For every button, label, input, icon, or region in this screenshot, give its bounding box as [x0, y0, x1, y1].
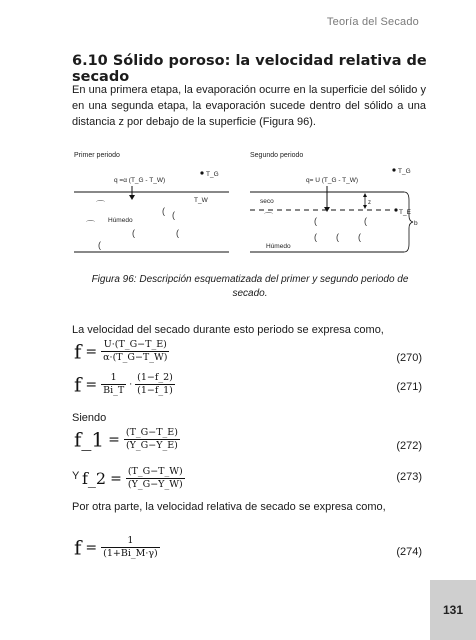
left-panel-title: Primer periodo	[74, 152, 120, 159]
equation-274: f = $\frac{1}{(1+Bi\_M\cdot\gamma)}$	[74, 535, 158, 560]
right-flux-label: q= U (T_G - T_W)	[306, 177, 359, 184]
left-pore: (	[132, 228, 135, 238]
left-flux-arrowhead	[129, 195, 135, 200]
right-tg-point	[392, 168, 395, 171]
equation-272: f_1 = $\frac{(T\_G-T\_E)}{(Y\_G-Y\_E)}$	[74, 427, 178, 452]
siendo-label: Siendo	[72, 412, 107, 424]
equation-270: f = $\frac{U\cdot(T\_G-T\_E)}{\alpha\cdot(T\_G-T\_W)}$	[74, 339, 168, 364]
equation-number-270: (270)	[396, 352, 422, 364]
paragraph-relative: Por otra parte, la velocidad relativa de secado se expresa como,	[72, 501, 386, 513]
left-pore: ⌒	[86, 220, 96, 230]
equation-number-272: (272)	[396, 440, 422, 452]
right-z-label: z	[368, 200, 371, 206]
figure-caption: Figura 96: Descripción esquematizada del primer y segundo periodo de secado.	[91, 274, 409, 299]
left-pore: ⌒	[96, 200, 106, 210]
section-title: 6.10 Sólido poroso: la velocidad relativa de secado	[72, 53, 427, 85]
right-pore: (	[336, 232, 339, 242]
eq270-denominator: α·(T_G−T_W)	[103, 352, 168, 363]
right-pore: (	[358, 232, 361, 242]
right-te-point	[394, 208, 397, 211]
left-tg-label: T_G	[206, 171, 219, 178]
paragraph-velocity: La velocidad del secado durante esto periodo se expresa como,	[72, 324, 384, 336]
right-zone-label: Húmedo	[266, 243, 291, 250]
left-tg-point	[200, 171, 203, 174]
right-z-arrowhead-top	[363, 193, 367, 197]
right-pore: (	[314, 232, 317, 242]
drying-figure	[74, 148, 420, 258]
left-flux-label: q =α (T_G - T_W)	[114, 177, 166, 184]
right-pore: ⌒	[264, 212, 274, 222]
eq272-lhs: f_1	[74, 427, 105, 452]
equation-273: f_2 = $\frac{(T\_G-T\_W)}{(Y\_G-Y\_W)}$	[82, 466, 183, 490]
eq271-lhs: f	[74, 372, 82, 397]
right-b-label: b	[414, 220, 418, 227]
equation-271: f = $\frac{1}{Bi\_T}$ · $\frac{(1-f\_2)}{(1-f\_1)}$	[74, 372, 173, 397]
y-label: Y	[72, 470, 80, 482]
equation-number-274: (274)	[396, 546, 422, 558]
left-pore: (	[172, 210, 175, 220]
left-zone-label: Húmedo	[108, 217, 133, 224]
left-tw-label: T_W	[194, 197, 208, 204]
right-pore: (	[314, 216, 317, 226]
equation-number-271: (271)	[396, 381, 422, 393]
right-tg-label: T_G	[398, 168, 411, 175]
right-panel-title: Segundo periodo	[250, 152, 304, 159]
running-head: Teoría del Secado	[326, 16, 419, 28]
eq270-numerator: U·(T_G−T_E)	[103, 339, 167, 350]
eq270-lhs: f	[74, 339, 82, 364]
drying-diagram	[74, 148, 420, 258]
right-pore: (	[364, 216, 367, 226]
equation-number-273: (273)	[396, 471, 422, 483]
page-number: 131	[442, 603, 464, 617]
right-z-arrowhead-bottom	[363, 205, 367, 209]
right-te-label: T_E	[399, 209, 411, 216]
right-brace	[404, 192, 413, 252]
left-pore: (	[162, 206, 165, 216]
left-pore: (	[176, 228, 179, 238]
eq273-lhs: f_2	[82, 469, 107, 488]
eq274-lhs: f	[74, 535, 82, 560]
right-dry-label: seco	[260, 198, 274, 205]
left-pore: (	[98, 240, 101, 250]
intro-paragraph: En una primera etapa, la evaporación ocurre en la superficie del sólido y en una segunda etapa, la evaporación sucede dentro del sólido a una distancia z por debajo de la superficie (Figura 96).	[72, 84, 426, 129]
page-number-tab	[430, 580, 476, 640]
